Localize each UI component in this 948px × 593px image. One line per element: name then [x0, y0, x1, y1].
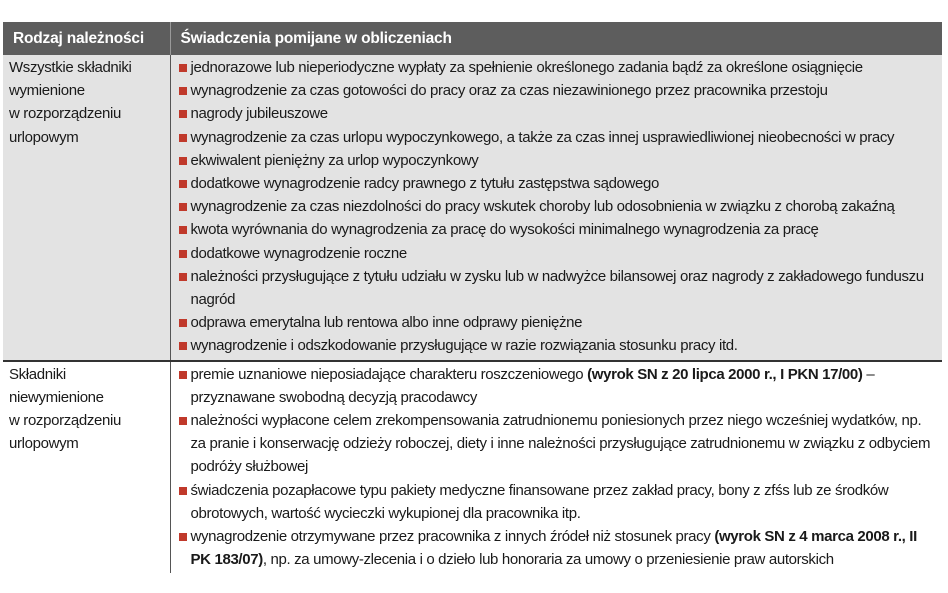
list-item: dodatkowe wynagrodzenie roczne — [177, 242, 939, 265]
list-item: dodatkowe wynagrodzenie radcy prawnego z tytułu zastępstwa sądowego — [177, 172, 939, 195]
category-line: urlopowym — [9, 435, 79, 453]
bullet-square-icon — [179, 371, 187, 379]
list-item: wynagrodzenie za czas gotowości do pracy oraz za czas niezawinionego przez pracownika przestoju — [177, 79, 939, 102]
bullet-square-icon — [179, 417, 187, 425]
column-header-benefits: Świadczenia pomijane w obliczeniach — [170, 22, 942, 55]
category-line: wymienione — [9, 82, 85, 100]
list-item: wynagrodzenie za czas niezdolności do pracy wskutek choroby lub odosobnienia w związku z chorobą zakaźną — [177, 195, 939, 218]
column-header-type: Rodzaj należności — [3, 22, 170, 55]
bullet-square-icon — [179, 273, 187, 281]
court-ruling-reference: (wyrok SN z 4 marca 2008 r., II PK 183/07) — [190, 528, 917, 569]
table-row — [3, 55, 942, 361]
court-ruling-reference: (wyrok SN z 20 lipca 2000 r., I PKN 17/00) — [587, 365, 863, 383]
bullet-square-icon — [179, 203, 187, 211]
row-category — [3, 55, 170, 361]
list-item: premie uznaniowe nieposiadające charakteru roszczeniowego (wyrok SN z 20 lipca 2000 r., I PKN 17/00) – przyznawane swobodną decyzją pracodawcy — [177, 363, 939, 409]
list-item: należności wypłacone celem zrekompensowania zatrudnionemu poniesionych przez niego wcześniej wydatków, np. za pranie i konserwację odzieży roboczej, diety i inne należności przysługujące zatrudnionemu w związku z odbyciem podróży służbowej — [177, 409, 939, 479]
category-line: Wszystkie składniki — [9, 59, 132, 76]
table-header-row — [3, 22, 942, 55]
category-line: niewymienione — [9, 388, 104, 406]
list-item: kwota wyrównania do wynagrodzenia za pracę do wysokości minimalnego wynagrodzenia za pracę — [177, 218, 939, 241]
bullet-square-icon — [179, 157, 187, 165]
category-line: w rozporządzeniu — [9, 105, 121, 123]
list-item: odprawa emerytalna lub rentowa albo inne odprawy pieniężne — [177, 311, 939, 334]
list-item: ekwiwalent pieniężny za urlop wypoczynkowy — [177, 149, 939, 172]
category-line: urlopowym — [9, 128, 79, 146]
bullet-square-icon — [179, 134, 187, 142]
bullet-square-icon — [179, 487, 187, 495]
list-item: jednorazowe lub nieperiodyczne wypłaty za spełnienie określonego zadania bądź za określone osiągnięcie — [177, 56, 939, 79]
bullet-square-icon — [179, 533, 187, 541]
category-line: w rozporządzeniu — [9, 412, 121, 430]
table-row — [3, 361, 942, 574]
list-item: wynagrodzenie za czas urlopu wypoczynkowego, a także za czas innej usprawiedliwionej nieobecności w pracy — [177, 126, 939, 149]
benefits-table — [3, 22, 942, 573]
list-item: świadczenia pozapłacowe typu pakiety medyczne finansowane przez zakład pracy, bony z zfśs lub ze środków obrotowych, wartość wycieczki wykupionej dla pracownika itp. — [177, 479, 939, 525]
bullet-square-icon — [179, 87, 187, 95]
bullet-square-icon — [179, 110, 187, 118]
row-category — [3, 361, 170, 574]
bullet-square-icon — [179, 226, 187, 234]
list-item: wynagrodzenie otrzymywane przez pracownika z innych źródeł niż stosunek pracy (wyrok SN z 4 marca 2008 r., II PK 183/07), np. za umowy-zlecenia i o dzieło lub honoraria za umowy o przeniesienie praw autorskich — [177, 525, 939, 571]
cropped-text-line — [0, 0, 948, 14]
row-items — [170, 361, 942, 574]
row-items — [170, 55, 942, 361]
bullet-square-icon — [179, 342, 187, 350]
bullet-square-icon — [179, 319, 187, 327]
list-item: należności przysługujące z tytułu udziału w zysku lub w nadwyżce bilansowej oraz nagrody z zakładowego funduszu nagród — [177, 265, 939, 311]
bullet-square-icon — [179, 180, 187, 188]
list-item: nagrody jubileuszowe — [177, 102, 939, 125]
bullet-square-icon — [179, 64, 187, 72]
list-item: wynagrodzenie i odszkodowanie przysługujące w razie rozwiązania stosunku pracy itd. — [177, 334, 939, 357]
bullet-square-icon — [179, 250, 187, 258]
category-line: Składniki — [9, 365, 66, 383]
